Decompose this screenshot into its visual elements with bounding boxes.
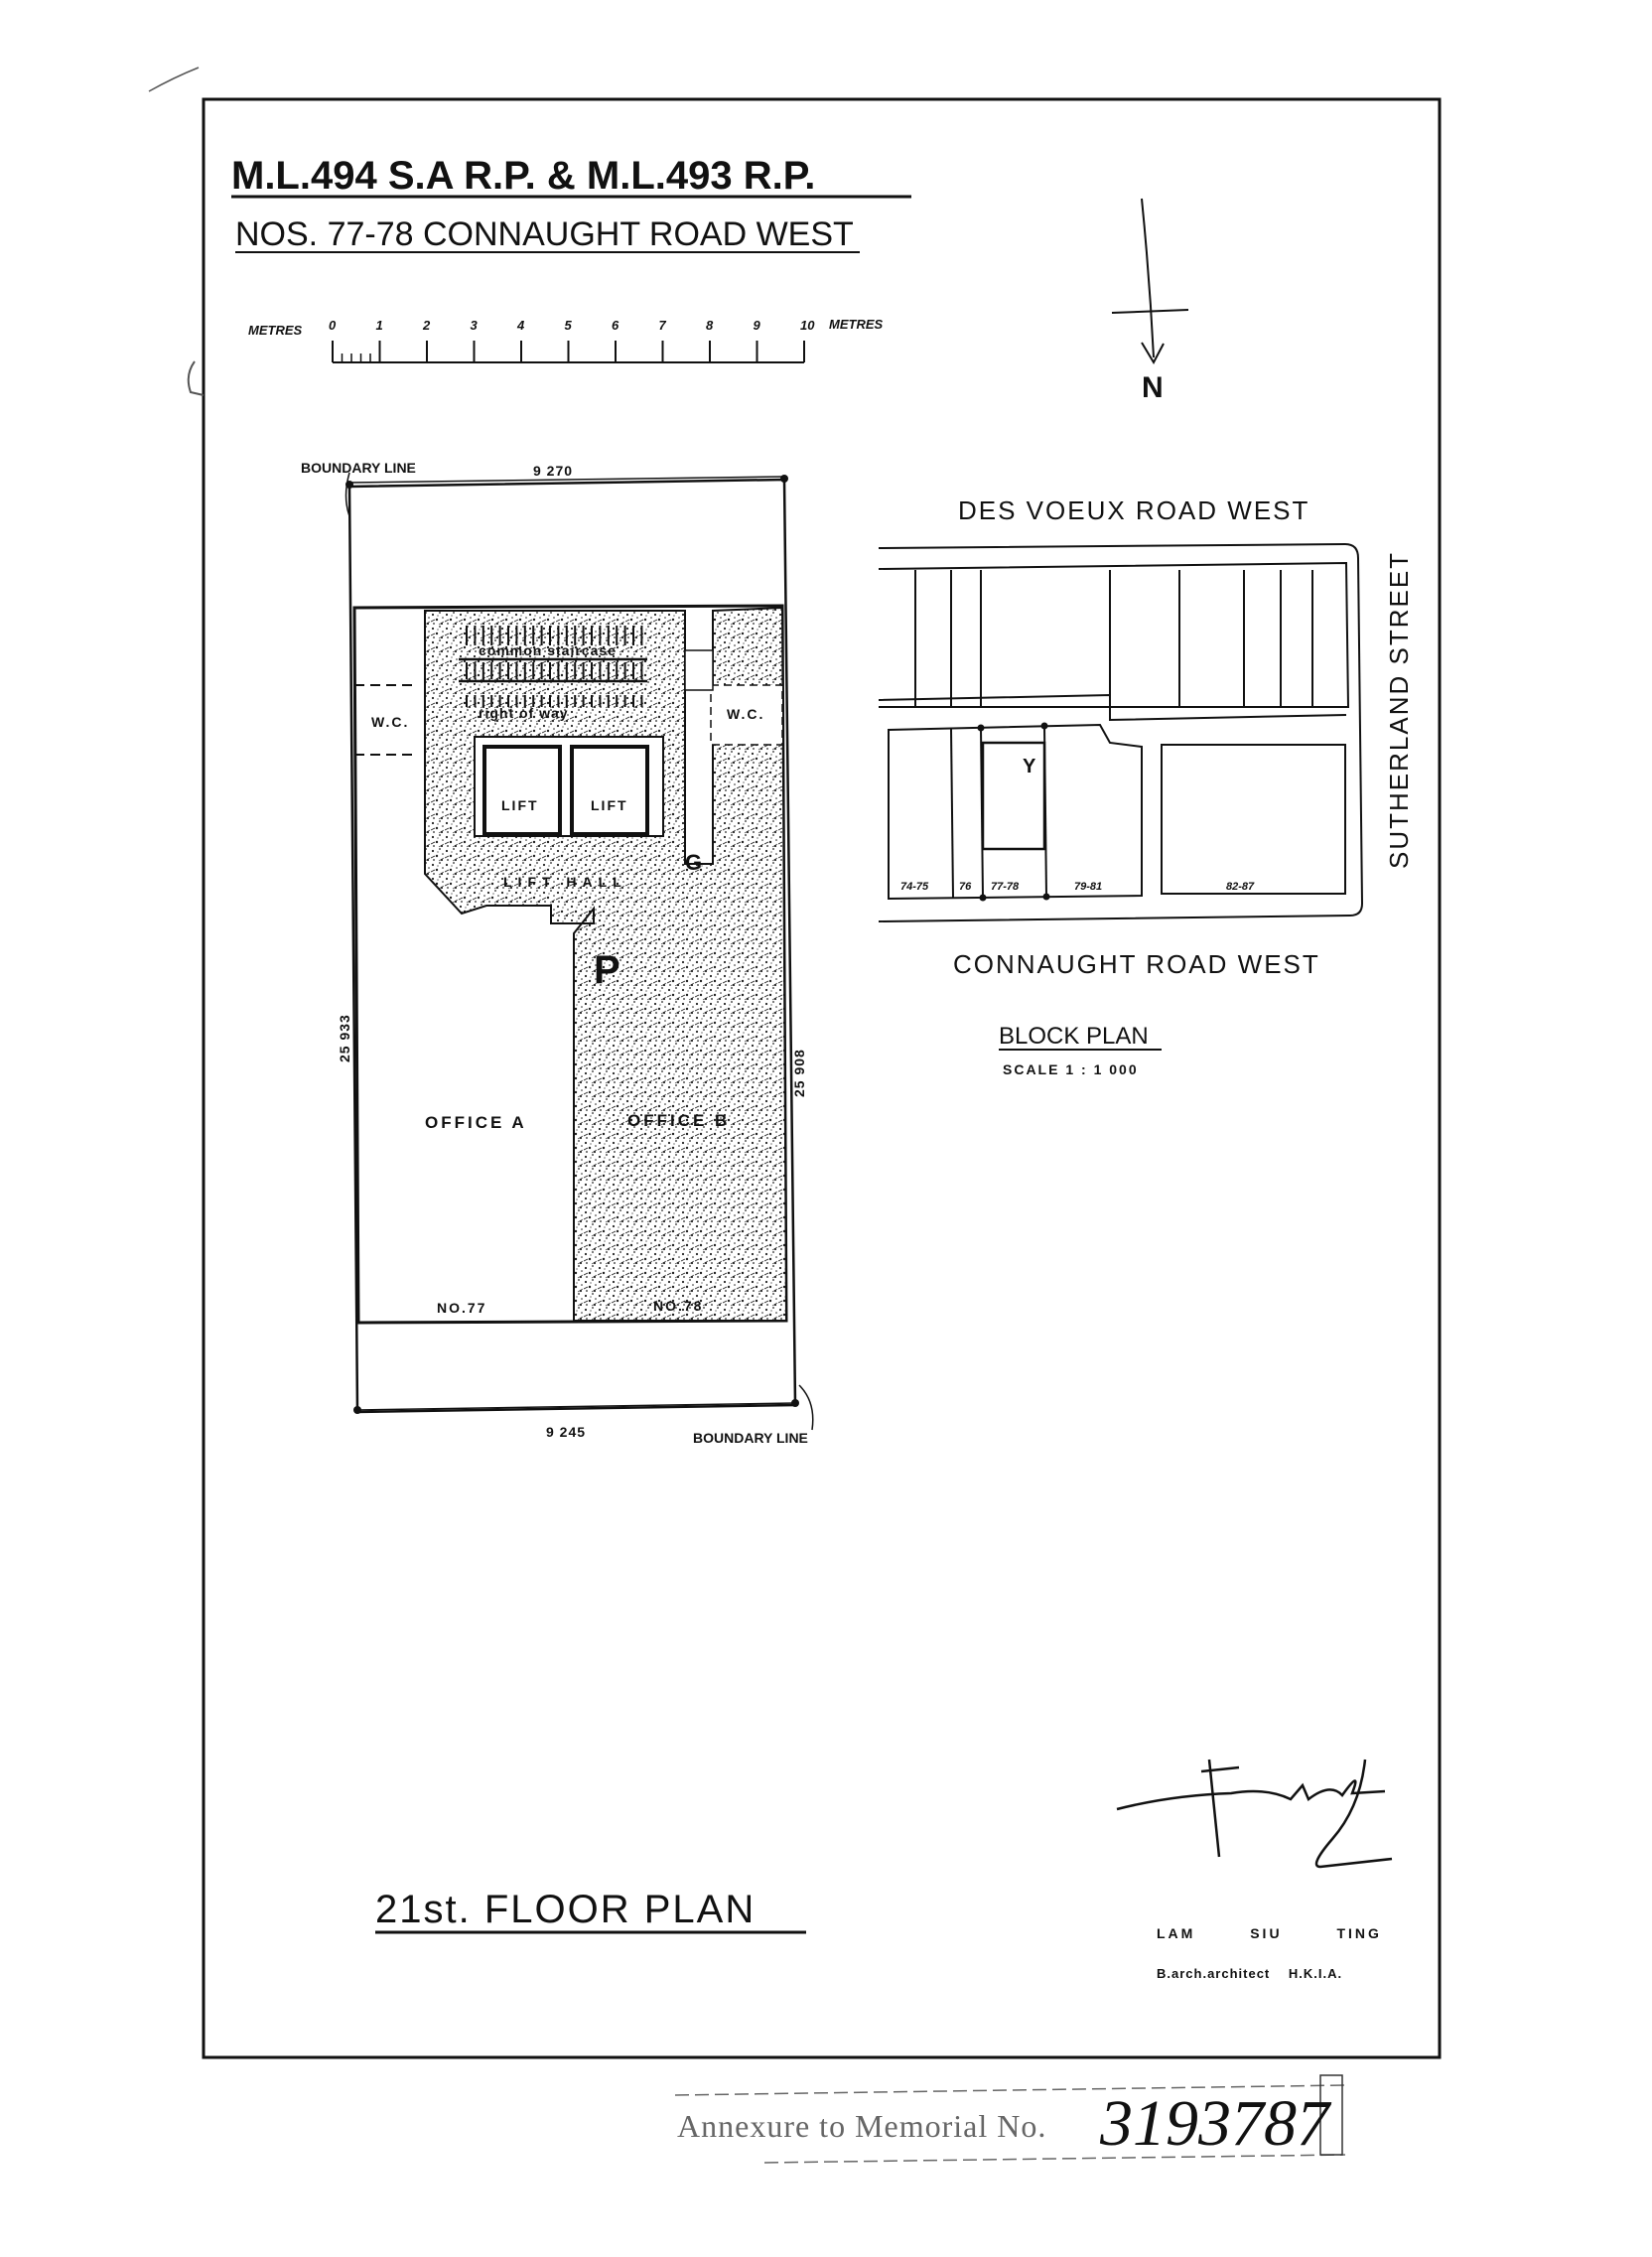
architect-credentials: B.arch.architect H.K.I.A. bbox=[1157, 1966, 1343, 1981]
lot-number-79-81: 79-81 bbox=[1074, 881, 1103, 893]
scale-bar-tick-label: 2 bbox=[423, 318, 431, 333]
lot-number-74-75: 74-75 bbox=[900, 881, 929, 893]
lift-1-label: LIFT bbox=[501, 797, 539, 813]
duct bbox=[685, 650, 713, 690]
lot-number-82-87: 82-87 bbox=[1226, 881, 1255, 893]
north-arrow-shaft bbox=[1142, 199, 1154, 357]
scale-bar-tick-label: 5 bbox=[564, 318, 572, 333]
wc-left-label: W.C. bbox=[371, 714, 410, 730]
scale-bar-tick-label: 10 bbox=[800, 318, 815, 333]
upper-block bbox=[879, 563, 1348, 707]
no-78-label: NO.78 bbox=[653, 1298, 704, 1314]
memorial-number: 3193787 bbox=[1100, 2087, 1329, 2160]
scale-bar-tick-label: 7 bbox=[658, 318, 666, 333]
lift-car-2 bbox=[572, 747, 647, 834]
floor-plan-title: 21st. FLOOR PLAN bbox=[375, 1888, 757, 1931]
dimension-top-label: 9 270 bbox=[533, 463, 574, 479]
architect-signature bbox=[1117, 1760, 1392, 1867]
g-mark: G bbox=[685, 850, 703, 875]
north-arrow bbox=[1112, 199, 1188, 404]
scale-bar-tick-label: 8 bbox=[706, 318, 714, 333]
scale-bar-tick-label: 0 bbox=[329, 318, 337, 333]
right-of-way-label: right of way bbox=[479, 705, 569, 721]
scale-bar-tick-label: 6 bbox=[612, 318, 620, 333]
common-staircase-label: common staircase bbox=[479, 642, 617, 658]
connaught-road-label: CONNAUGHT ROAD WEST bbox=[953, 949, 1320, 979]
boundary-label-top: BOUNDARY LINE bbox=[301, 460, 416, 476]
boundary-label-bottom: BOUNDARY LINE bbox=[693, 1430, 808, 1446]
drawing-title: M.L.494 S.A R.P. & M.L.493 R.P. bbox=[231, 154, 816, 198]
lower-block-east bbox=[1162, 745, 1345, 894]
north-arrow-label: N bbox=[1142, 371, 1164, 404]
lot-divider bbox=[951, 728, 953, 898]
no-77-label: NO.77 bbox=[437, 1300, 487, 1316]
lot-number-76: 76 bbox=[959, 881, 972, 893]
floor-plan bbox=[301, 460, 813, 1932]
scale-bar-tick-label: 3 bbox=[470, 318, 478, 333]
p-mark: P bbox=[594, 948, 620, 992]
dimension-bottom-label: 9 245 bbox=[546, 1424, 587, 1440]
upper-block-lots bbox=[879, 570, 1346, 720]
drawing-subtitle: NOS. 77-78 CONNAUGHT ROAD WEST bbox=[235, 215, 854, 253]
lot-number-77-78: 77-78 bbox=[991, 881, 1020, 893]
lower-block bbox=[889, 725, 1142, 899]
block-plan bbox=[879, 495, 1414, 1077]
scale-bar-tick-label: 1 bbox=[375, 318, 383, 333]
stray-mark bbox=[149, 68, 199, 91]
memorial-stamp bbox=[675, 2075, 1345, 2163]
sheet-border bbox=[204, 99, 1440, 2057]
office-a-label: OFFICE A bbox=[425, 1113, 527, 1132]
scale-bar-tick-label: 9 bbox=[753, 318, 760, 333]
lift-hall-label: LIFT HALL bbox=[503, 874, 627, 890]
des-voeux-road-label: DES VOEUX ROAD WEST bbox=[958, 495, 1310, 525]
lift-2-label: LIFT bbox=[591, 797, 628, 813]
stray-mark bbox=[189, 361, 204, 395]
architect-name: LAM SIU TING bbox=[1157, 1925, 1382, 1941]
dimension-right-label: 25 908 bbox=[791, 1049, 807, 1097]
scale-bar-tick-label: 4 bbox=[517, 318, 525, 333]
scale-bar bbox=[248, 317, 884, 362]
block-plan-title: BLOCK PLAN bbox=[999, 1023, 1149, 1050]
scale-bar-right-label: METRES bbox=[829, 317, 884, 332]
lot-y-mark: Y bbox=[1023, 756, 1036, 777]
boundary-leader-bottom bbox=[799, 1385, 813, 1430]
scale-bar-left-label: METRES bbox=[248, 323, 303, 338]
sutherland-street-label: SUTHERLAND STREET bbox=[1384, 550, 1414, 869]
lift-car-1 bbox=[484, 747, 560, 834]
block-plan-scale: SCALE 1 : 1 000 bbox=[1003, 1061, 1139, 1077]
dimension-left-label: 25 933 bbox=[337, 1014, 352, 1062]
memorial-stamp-text: Annexure to Memorial No. bbox=[677, 2108, 1047, 2144]
wc-right-label: W.C. bbox=[727, 706, 765, 722]
office-b-label: OFFICE B bbox=[627, 1111, 731, 1130]
